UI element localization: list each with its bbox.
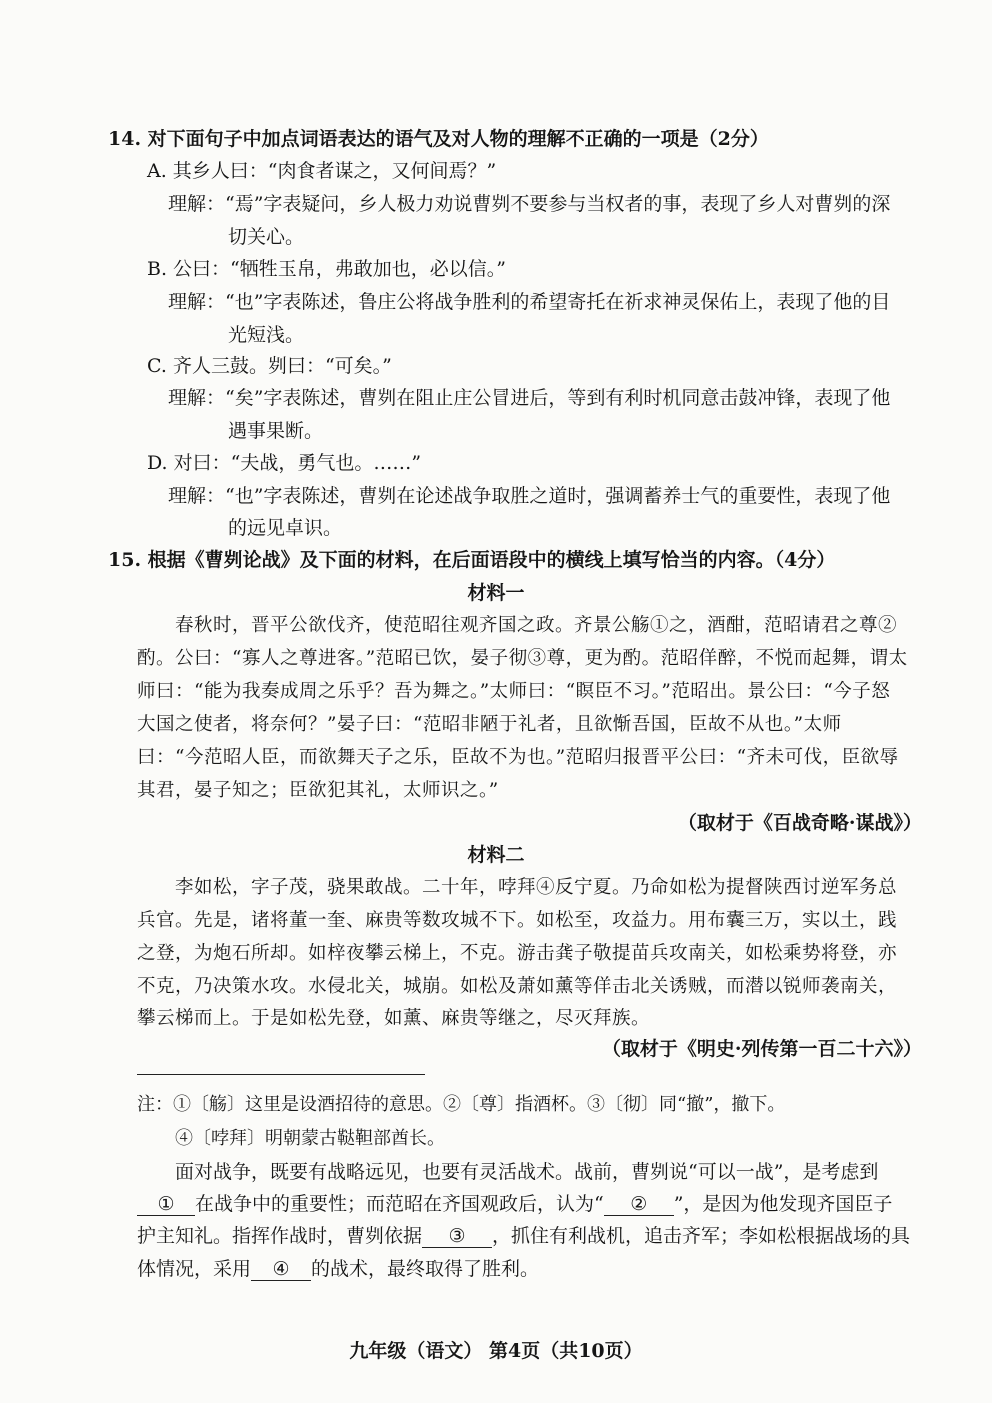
material-1-line-2: 酌。公曰：“寡人之尊进客。”范昭已饮，晏子彻③尊，更为酌。范昭佯醉，不悦而起舞，谓太 <box>137 648 908 669</box>
fill-text-4b: 的战术，最终取得了胜利。 <box>311 1258 540 1280</box>
q14-option-a-analysis-cont: 切关心。 <box>228 226 305 248</box>
fill-paragraph-line-3 <box>137 1221 910 1248</box>
notes-divider <box>137 1074 425 1075</box>
fill-text-3b: ，抓住有利战机，追击齐军；李如松根据战场的具 <box>492 1225 911 1247</box>
page-footer: 九年级（语文） 第4页（共10页） <box>349 1340 643 1362</box>
material-2-line-1: 李如松，字子茂，骁果敢战。二十年，哱拜④反宁夏。乃命如松为提督陕西讨逆军务总 <box>175 877 898 898</box>
material-1-line-1: 春秋时，晋平公欲伐齐，使范昭往观齐国之政。齐景公觞①之，酒酣，范昭请君之尊② <box>175 615 898 636</box>
material-1-line-6: 其君，晏子知之；臣欲犯其礼，太师识之。” <box>137 780 499 801</box>
blank-1[interactable]: ① <box>137 1193 195 1216</box>
material-1-line-5: 曰：“今范昭人臣，而欲舞天子之乐，臣故不为也。”范昭归报晋平公曰：“齐未可伐，臣欲辱 <box>137 747 899 768</box>
fill-paragraph-line-2 <box>137 1189 892 1216</box>
q14-option-c-analysis: 理解：“矣”字表陈述，曹刿在阻止庄公冒进后，等到有利时机同意击鼓冲锋，表现了他 <box>168 387 891 409</box>
material-2-line-3: 之登，为炮石所却。如梓夜攀云梯上，不克。游击龚子敬提苗兵攻南关，如松乘势将登，亦 <box>137 943 898 964</box>
material-2-line-5: 攀云梯而上。于是如松先登，如薰、麻贵等继之，尽灭拜族。 <box>137 1008 651 1029</box>
q14-option-a-analysis: 理解：“焉”字表疑问，乡人极力劝说曹刿不要参与当权者的事，表现了乡人对曹刿的深 <box>168 193 891 215</box>
material-1-line-3: 师曰：“能为我奏成周之乐乎？吾为舞之。”太师曰：“瞑臣不习。”范昭出。景公曰：“今子怒 <box>137 681 891 702</box>
material-2-title: 材料二 <box>467 844 525 866</box>
q14-stem: 14. 对下面句子中加点词语表达的语气及对人物的理解不正确的一项是（2分） <box>108 128 769 150</box>
material-1-title: 材料一 <box>467 582 525 604</box>
blank-4[interactable]: ④ <box>251 1258 311 1281</box>
fill-text-4a: 体情况，采用 <box>137 1258 252 1280</box>
material-1-source: （取材于《百战奇略·谋战》） <box>677 812 922 834</box>
material-1-line-4: 大国之使者，将奈何？”晏子曰：“范昭非陋于礼者，且欲惭吾国，臣故不从也。”太师 <box>137 714 842 735</box>
fill-paragraph-line-1: 面对战争，既要有战略远见，也要有灵活战术。战前，曹刿说“可以一战”，是考虑到 <box>175 1161 879 1183</box>
material-2-line-4: 不克，乃决策水攻。水侵北关，城崩。如松及萧如薰等佯击北关诱贼，而潜以锐师袭南关， <box>137 976 898 997</box>
blank-2[interactable]: ② <box>604 1193 674 1216</box>
notes-line-1: 注：①〔觞〕这里是设酒招待的意思。②〔尊〕指酒杯。③〔彻〕同“撤”，撤下。 <box>137 1094 786 1115</box>
q14-option-b-analysis-cont: 光短浅。 <box>228 324 305 346</box>
q14-option-b-analysis: 理解：“也”字表陈述，鲁庄公将战争胜利的希望寄托在祈求神灵保佑上，表现了他的目 <box>168 291 891 313</box>
material-2-source: （取材于《明史·列传第一百二十六》） <box>601 1038 922 1060</box>
q14-option-c-analysis-cont: 遇事果断。 <box>228 420 324 442</box>
blank-3[interactable]: ③ <box>422 1225 492 1248</box>
fill-text-3a: 护主知礼。指挥作战时，曹刿依据 <box>137 1225 423 1247</box>
q14-option-d-analysis: 理解：“也”字表陈述，曹刿在论述战争取胜之道时，强调蓄养士气的重要性，表现了他 <box>168 485 891 507</box>
q14-option-c: C. 齐人三鼓。刿曰：“可矣。” <box>147 355 392 377</box>
fill-text-2b: ”，是因为他发现齐国臣子 <box>673 1193 893 1215</box>
fill-text-2a: 在战争中的重要性；而范昭在齐国观政后，认为“ <box>195 1193 604 1215</box>
q14-option-d-analysis-cont: 的远见卓识。 <box>228 517 343 539</box>
q15-stem: 15. 根据《曹刿论战》及下面的材料，在后面语段中的横线上填写恰当的内容。（4分） <box>108 549 836 571</box>
q14-option-d: D. 对曰：“夫战，勇气也。……” <box>147 452 422 474</box>
notes-line-2: ④〔哱拜〕明朝蒙古鞑靼部酋长。 <box>175 1128 445 1149</box>
q14-option-b: B. 公曰：“牺牲玉帛，弗敢加也，必以信。” <box>147 258 506 280</box>
material-2-line-2: 兵官。先是，诸将董一奎、麻贵等数攻城不下。如松至，攻益力。用布囊三万，实以土，践 <box>137 910 898 931</box>
fill-paragraph-line-4 <box>137 1254 539 1281</box>
q14-option-a: A. 其乡人曰：“肉食者谋之，又何间焉？” <box>147 160 497 182</box>
